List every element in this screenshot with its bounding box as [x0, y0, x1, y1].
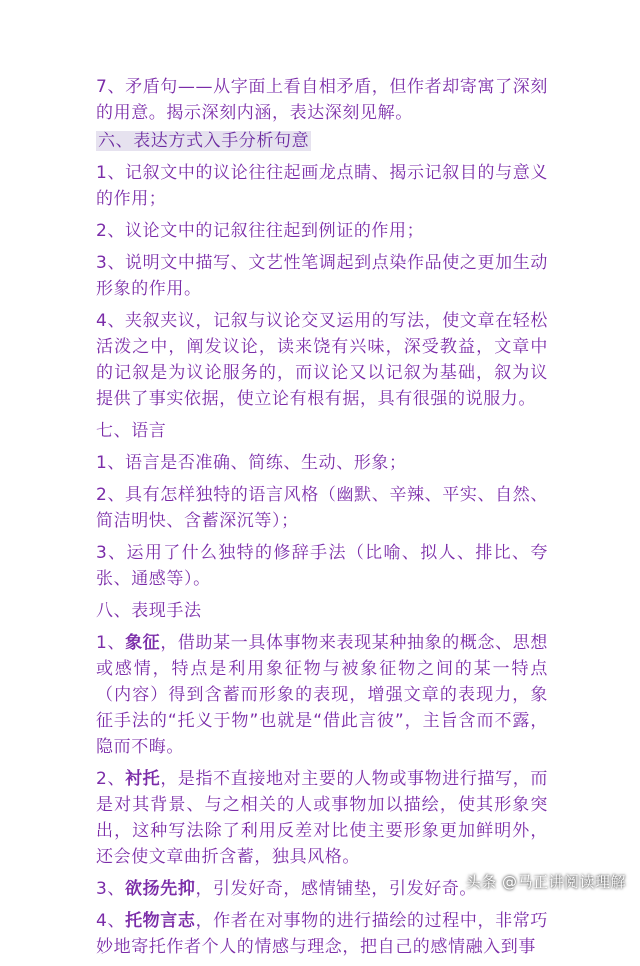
item-contradiction-sentence: 7、矛盾句——从字面上看自相矛盾，但作者却寄寓了深刻的用意。揭示深刻内涵，表达深刻见解。	[96, 77, 548, 123]
item-6-1: 1、记叙文中的议论往往起画龙点睛、揭示记叙目的与意义的作用；	[96, 163, 548, 209]
item-text: ，作者在对事物的进行描绘的过程中，非常巧妙地寄托作者个人的情感与理念，把自己的感情融入到事	[96, 911, 548, 957]
item-6-4: 4、夹叙夹议，记叙与议论交叉运用的写法，使文章在轻松活泼之中，阐发议论，读来饶有兴味，深受教益，文章中的记叙是为议论服务的，而议论又以记叙为基础，叙为议提供了事实依据，使立论有根有据，具有很强的说服力。	[96, 311, 548, 409]
item-8-1	[96, 630, 548, 760]
item-number: 2、	[96, 769, 126, 789]
item-7-1: 1、语言是否准确、简练、生动、形象；	[96, 453, 407, 473]
term-symbolism: 象征	[125, 633, 161, 653]
item-text: ，引发好奇，感情铺垫，引发好奇。	[195, 879, 478, 899]
section-heading-7: 七、语言	[96, 421, 167, 441]
item-number: 1、	[96, 633, 126, 653]
section-heading-8: 八、表现手法	[96, 601, 202, 621]
highlighted-heading: 六、表达方式入手分析句意	[98, 131, 310, 151]
item-text: ，借助某一具体事物来表现某种抽象的概念、思想或感情，特点是利用象征物与被象征物之间的某一特点（内容）得到含蓄而形象的表现，增强文章的表现力，象征手法的“托义于物”也就是“借此言彼”，主旨含而不露，隐而不晦。	[96, 633, 548, 757]
item-8-4	[96, 908, 548, 960]
article-body	[96, 74, 548, 966]
term-express-through-object: 托物言志	[125, 911, 196, 931]
term-contrast: 衬托	[125, 769, 161, 789]
item-number: 3、	[96, 879, 126, 899]
item-8-2	[96, 766, 548, 870]
item-6-2: 2、议论文中的记叙往往起到例证的作用；	[96, 221, 425, 241]
item-text: ，是指不直接地对主要的人物或事物进行描写，而是对其背景、与之相关的人或事物加以描绘，使其形象突出，这种写法除了利用反差对比使主要形象更加鲜明外，还会使文章曲折含蓄，独具风格。	[96, 769, 548, 867]
section-heading-6	[96, 128, 548, 154]
term-suppress-first: 欲扬先抑	[125, 879, 196, 899]
item-number: 4、	[96, 911, 126, 931]
item-7-3: 3、运用了什么独特的修辞手法（比喻、拟人、排比、夸张、通感等）。	[96, 543, 548, 589]
item-7-2: 2、具有怎样独特的语言风格（幽默、辛辣、平实、自然、简洁明快、含蓄深沉等）；	[96, 485, 548, 531]
source-watermark: 头条 @马正讲阅读理解	[465, 873, 626, 891]
item-6-3: 3、说明文中描写、文艺性笔调起到点染作品使之更加生动形象的作用。	[96, 253, 548, 299]
